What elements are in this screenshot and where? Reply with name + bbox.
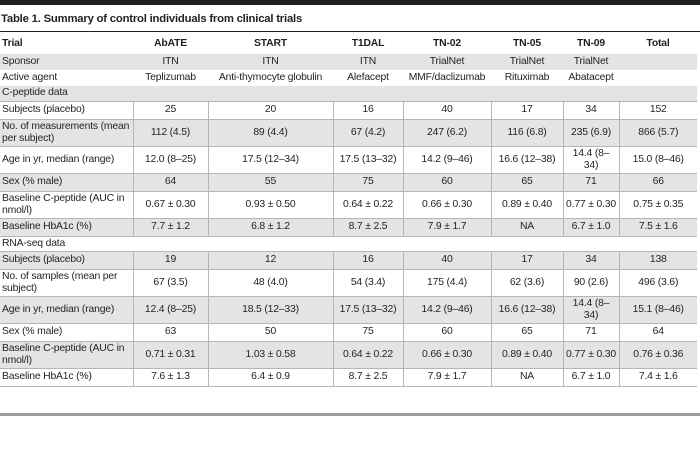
cell: 12.0 (8–25) bbox=[133, 146, 208, 173]
section-header-row bbox=[0, 86, 697, 101]
cell: 15.1 (8–46) bbox=[619, 296, 697, 323]
cell: 1.03 ± 0.58 bbox=[208, 341, 333, 368]
table-row bbox=[0, 296, 697, 323]
cell: 18.5 (12–33) bbox=[208, 296, 333, 323]
column-header: AbATE bbox=[154, 38, 187, 49]
row-label: Active agent bbox=[2, 72, 58, 83]
cell bbox=[619, 70, 697, 86]
table-row bbox=[0, 191, 697, 218]
table-title: Table 1. Summary of control individuals from clinical trials bbox=[0, 5, 700, 32]
section-header-label: RNA-seq data bbox=[2, 237, 66, 249]
cell: 0.64 ± 0.22 bbox=[333, 341, 403, 368]
cell: 0.67 ± 0.30 bbox=[133, 191, 208, 218]
row-label: Subjects (placebo) bbox=[0, 251, 133, 269]
cell: 235 (6.9) bbox=[563, 119, 619, 146]
cell: 17.5 (13–32) bbox=[333, 146, 403, 173]
table-row bbox=[0, 341, 697, 368]
cell: 64 bbox=[133, 173, 208, 191]
cell: Alefacept bbox=[347, 72, 389, 83]
row-label: Age in yr, median (range) bbox=[0, 146, 133, 173]
cell: 7.5 ± 1.6 bbox=[619, 218, 697, 236]
cell: 71 bbox=[563, 323, 619, 341]
cell: 12.4 (8–25) bbox=[133, 296, 208, 323]
cell: 17.5 (12–34) bbox=[208, 146, 333, 173]
table-row bbox=[0, 368, 697, 386]
cell: 63 bbox=[133, 323, 208, 341]
cell: 60 bbox=[403, 173, 491, 191]
cell: 54 (3.4) bbox=[333, 269, 403, 296]
cell: 8.7 ± 2.5 bbox=[333, 218, 403, 236]
column-header: TN-09 bbox=[577, 38, 605, 49]
cell: 247 (6.2) bbox=[403, 119, 491, 146]
section-header-row bbox=[0, 236, 697, 251]
cell: TrialNet bbox=[429, 56, 465, 67]
row-label: Sex (% male) bbox=[0, 173, 133, 191]
table-header bbox=[0, 34, 697, 54]
cell: 48 (4.0) bbox=[208, 269, 333, 296]
column-header: T1DAL bbox=[351, 38, 385, 49]
cell: 8.7 ± 2.5 bbox=[333, 368, 403, 386]
cell: 152 bbox=[619, 101, 697, 119]
cell: 17 bbox=[491, 251, 563, 269]
cell: 14.4 (8–34) bbox=[563, 296, 619, 323]
cell: 64 bbox=[619, 323, 697, 341]
column-header: TN-02 bbox=[433, 38, 461, 49]
cell: 17 bbox=[491, 101, 563, 119]
row-label: Sponsor bbox=[2, 56, 40, 67]
cell: 75 bbox=[333, 173, 403, 191]
cell: 67 (4.2) bbox=[333, 119, 403, 146]
row-label: No. of samples (mean per subject) bbox=[0, 269, 133, 296]
row-label: Baseline HbA1c (%) bbox=[0, 218, 133, 236]
cell: MMF/daclizumab bbox=[408, 72, 486, 83]
cell: 14.2 (9–46) bbox=[403, 146, 491, 173]
table-row bbox=[0, 269, 697, 296]
section-header-label: C-peptide data bbox=[2, 87, 68, 99]
cell: 0.71 ± 0.31 bbox=[133, 341, 208, 368]
cell: NA bbox=[491, 218, 563, 236]
cell: 16 bbox=[333, 251, 403, 269]
table-row bbox=[0, 173, 697, 191]
cell: TrialNet bbox=[573, 56, 609, 67]
row-label: No. of measurements (mean per subject) bbox=[0, 119, 133, 146]
cell: 89 (4.4) bbox=[208, 119, 333, 146]
column-header: START bbox=[254, 38, 287, 49]
table-row bbox=[0, 101, 697, 119]
cell: 20 bbox=[208, 101, 333, 119]
row-label: Sex (% male) bbox=[0, 323, 133, 341]
cell: 40 bbox=[403, 101, 491, 119]
table-row bbox=[0, 251, 697, 269]
cell: 866 (5.7) bbox=[619, 119, 697, 146]
cell: ITN bbox=[162, 56, 179, 67]
row-label: Baseline C-peptide (AUC in nmol/l) bbox=[0, 341, 133, 368]
column-header-row bbox=[0, 34, 697, 54]
cell: 15.0 (8–46) bbox=[619, 146, 697, 173]
cell: 34 bbox=[563, 251, 619, 269]
cell: 40 bbox=[403, 251, 491, 269]
table-bottom-rule bbox=[0, 413, 700, 416]
cell: 60 bbox=[403, 323, 491, 341]
cell: 14.2 (9–46) bbox=[403, 296, 491, 323]
cell: Rituximab bbox=[504, 72, 550, 83]
cell: Anti-thymocyte globulin bbox=[218, 72, 323, 83]
cell: 19 bbox=[133, 251, 208, 269]
cell: 62 (3.6) bbox=[491, 269, 563, 296]
cell: 0.66 ± 0.30 bbox=[403, 341, 491, 368]
cell: 7.7 ± 1.2 bbox=[133, 218, 208, 236]
table-row bbox=[0, 146, 697, 173]
cell: 6.4 ± 0.9 bbox=[208, 368, 333, 386]
row-label: Age in yr, median (range) bbox=[0, 296, 133, 323]
row-label: Subjects (placebo) bbox=[0, 101, 133, 119]
cell: 0.75 ± 0.35 bbox=[619, 191, 697, 218]
cell: 0.64 ± 0.22 bbox=[333, 191, 403, 218]
cell: 25 bbox=[133, 101, 208, 119]
cell: 7.6 ± 1.3 bbox=[133, 368, 208, 386]
cell: 67 (3.5) bbox=[133, 269, 208, 296]
cell: 71 bbox=[563, 173, 619, 191]
table-row bbox=[0, 218, 697, 236]
table-row bbox=[0, 70, 697, 86]
cell: 116 (6.8) bbox=[491, 119, 563, 146]
cell: 14.4 (8–34) bbox=[563, 146, 619, 173]
row-label: Baseline HbA1c (%) bbox=[0, 368, 133, 386]
cell: 17.5 (13–32) bbox=[333, 296, 403, 323]
cell: 66 bbox=[619, 173, 697, 191]
cell: 6.7 ± 1.0 bbox=[563, 218, 619, 236]
cell: 16.6 (12–38) bbox=[491, 146, 563, 173]
table-row bbox=[0, 54, 697, 70]
cell: ITN bbox=[262, 56, 279, 67]
cell: 7.9 ± 1.7 bbox=[403, 218, 491, 236]
cell: 16.6 (12–38) bbox=[491, 296, 563, 323]
cell: TrialNet bbox=[509, 56, 545, 67]
cell: 0.77 ± 0.30 bbox=[563, 341, 619, 368]
summary-table bbox=[0, 34, 697, 387]
cell: 6.7 ± 1.0 bbox=[563, 368, 619, 386]
cell: 175 (4.4) bbox=[403, 269, 491, 296]
cell: 7.4 ± 1.6 bbox=[619, 368, 697, 386]
column-header-trial: Trial bbox=[2, 38, 23, 49]
cell: ITN bbox=[359, 56, 377, 67]
cell: 12 bbox=[208, 251, 333, 269]
cell: Abatacept bbox=[568, 72, 614, 83]
row-label: Baseline C-peptide (AUC in nmol/l) bbox=[0, 191, 133, 218]
cell: 496 (3.6) bbox=[619, 269, 697, 296]
cell: 65 bbox=[491, 173, 563, 191]
table-row bbox=[0, 119, 697, 146]
cell: 34 bbox=[563, 101, 619, 119]
column-header: TN-05 bbox=[513, 38, 541, 49]
cell: NA bbox=[491, 368, 563, 386]
cell: 7.9 ± 1.7 bbox=[403, 368, 491, 386]
table-body bbox=[0, 54, 697, 386]
cell: 65 bbox=[491, 323, 563, 341]
cell: Teplizumab bbox=[145, 72, 196, 83]
cell: 0.89 ± 0.40 bbox=[491, 341, 563, 368]
cell: 55 bbox=[208, 173, 333, 191]
cell: 75 bbox=[333, 323, 403, 341]
cell: 6.8 ± 1.2 bbox=[208, 218, 333, 236]
cell: 0.89 ± 0.40 bbox=[491, 191, 563, 218]
cell: 0.66 ± 0.30 bbox=[403, 191, 491, 218]
cell: 0.76 ± 0.36 bbox=[619, 341, 697, 368]
table-row bbox=[0, 323, 697, 341]
cell: 50 bbox=[208, 323, 333, 341]
column-header: Total bbox=[646, 38, 670, 49]
cell: 16 bbox=[333, 101, 403, 119]
cell: 112 (4.5) bbox=[133, 119, 208, 146]
cell: 90 (2.6) bbox=[563, 269, 619, 296]
cell: 0.77 ± 0.30 bbox=[563, 191, 619, 218]
cell bbox=[619, 54, 697, 70]
cell: 138 bbox=[619, 251, 697, 269]
cell: 0.93 ± 0.50 bbox=[208, 191, 333, 218]
